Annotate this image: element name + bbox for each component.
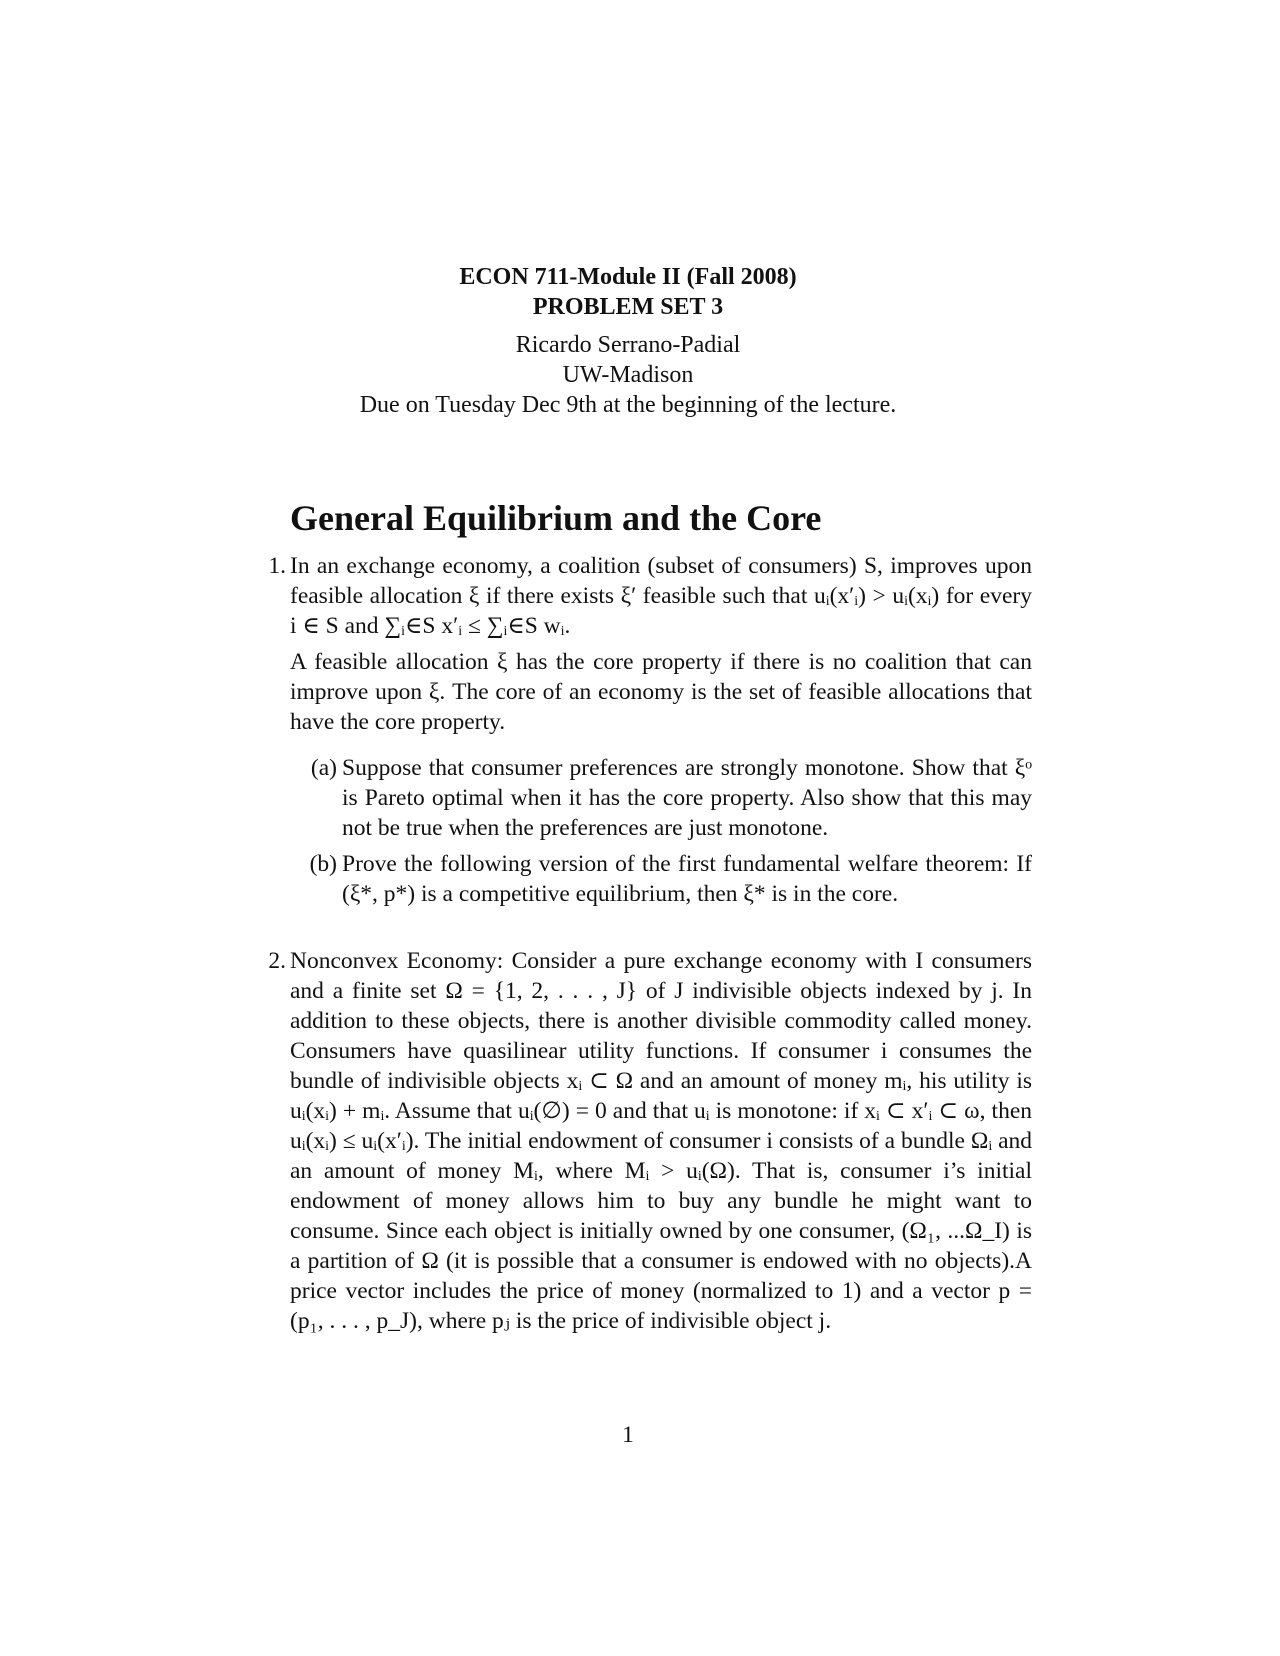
subitem-b: [309, 849, 1032, 909]
author-name: Ricardo Serrano-Padial: [515, 332, 741, 358]
problem-2: [268, 946, 1032, 1336]
subitem-a: [310, 753, 1032, 843]
subitem-list: [309, 753, 1032, 909]
document-header: [0, 262, 1256, 420]
due-date: Due on Tuesday Dec 9th at the beginning of the lecture.: [359, 392, 897, 418]
problem-paragraph: A feasible allocation ξ has the core property if there is no coalition that can improve upon ξ. The core of an economy is the set of feasible allocations that have the core property.: [290, 649, 1032, 735]
subitem-text: Prove the following version of the first fundamental welfare theorem: If (ξ*, p*) is a competitive equilibrium, then ξ* is in the core.: [342, 851, 1032, 907]
problem-number: 1.: [268, 553, 286, 579]
problem-paragraph: In an exchange economy, a coalition (subset of consumers) S, improves upon feasible allocation ξ if there exists ξ′ feasible such that uᵢ(x′ᵢ) > uᵢ(xᵢ) for every i ∈ S and ∑ᵢ∈S x′ᵢ ≤ ∑ᵢ∈S wᵢ.: [290, 553, 1032, 639]
subitem-label: (b): [309, 851, 337, 877]
course-title: ECON 711-Module II (Fall 2008): [459, 264, 797, 290]
problem-set-title: PROBLEM SET 3: [532, 294, 724, 320]
problem-number: 2.: [268, 948, 286, 974]
subitem-text: Suppose that consumer preferences are strongly monotone. Show that ξᵒ is Pareto optimal when it has the core property. Also show that this may not be true when the preferences are just monotone.: [342, 755, 1032, 841]
page-number: 1: [622, 1422, 634, 1448]
subitem-label: (a): [310, 755, 337, 781]
problem-paragraph: Nonconvex Economy: Consider a pure exchange economy with I consumers and a finite set Ω = {1, 2, . . . , J} of J indivisible objects indexed by j. In addition to these objects, there is another divisible commodity called money. Consumers have quasilinear utility functions. If consumer i consumes the bundle of indivisible objects xᵢ ⊂ Ω and an amount of money mᵢ, his utility is uᵢ(xᵢ) + mᵢ. Assume that uᵢ(∅) = 0 and that uᵢ is monotone: if xᵢ ⊂ x′ᵢ ⊂ ω, then uᵢ(xᵢ) ≤ uᵢ(x′ᵢ). The initial endowment of consumer i consists of a bundle Ωᵢ and an amount of money Mᵢ, where Mᵢ > uᵢ(Ω). That is, consumer i’s initial endowment of money allows him to buy any bundle he might want to consume. Since each object is initially owned by one consumer, (Ω₁, ...Ω_I) is a partition of Ω (it is possible that a consumer is endowed with no objects).A price vector includes the price of money (normalized to 1) and a vector p = (p₁, . . . , p_J), where pⱼ is the price of indivisible object j.: [290, 948, 1032, 1334]
problem-1: [268, 551, 1032, 909]
author-affiliation: UW-Madison: [562, 362, 694, 388]
section-title: General Equilibrium and the Core: [290, 498, 822, 538]
